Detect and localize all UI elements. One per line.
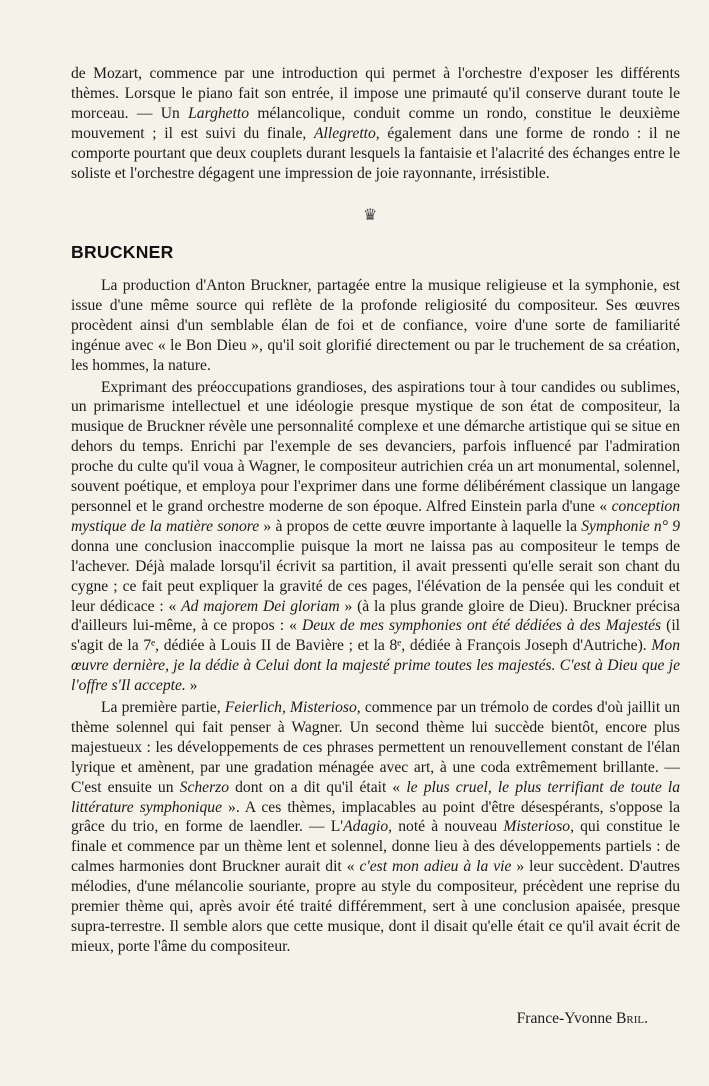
italic-run: conception mystique de la matière sonore [71, 497, 680, 535]
italic-run: Larghetto [188, 104, 250, 122]
author-first-name: France-Yvonne [516, 1010, 613, 1027]
italic-run: Feierlich, Misterioso, [224, 699, 361, 717]
italic-run: Symphonie n° 9 [581, 517, 680, 535]
section-title: BRUCKNER [71, 242, 174, 262]
italic-run: Misterioso, [503, 818, 574, 836]
paragraph-3: La première partie, Feierlich, Misterioso, commence par un trémolo de cordes d'où jaillit un thème solennel qui fait penser à Wagner. Un second thème lui succède bientôt, encore plus majestueux : les développements de ces phrases permettent un renouvellement constant de l'élan lyrique et amènent, par une gradation ménagée avec art, à une coda extrêmement brillante. — C'est ensuite un Scherzo dont on a dit qu'il était « le plus cruel, le plus terrifiant de toute la littérature symphonique ». A ces thèmes, implacables au point d'être désespérants, s'oppose la grâce du trio, en forme de laendler. — L'Adagio, noté à nouveau Misterioso, qui constitue le finale et commence par un thème lent et solennel, donne lieu à des développements partiels : de calmes harmonies dont Bruckner aurait dit « c'est mon adieu à la vie » leur succèdent. D'autres mélodies, d'une mélancolie souriante, propre au style du compositeur, précèdent une reprise du premier thème qui, après avoir été traité différemment, sert à une conclusion apaisée, presque supra-terrestre. Il semble alors que cette musique, dont il disait qu'elle était ce qu'il avait écrit de mieux, porte l'âme du compositeur. [71, 699, 681, 955]
author-signature [517, 1010, 648, 1028]
intro-text: de Mozart, commence par une introduction qui permet à l'orchestre d'exposer les différents thèmes. Lorsque le piano fait son entrée, il impose une primauté qu'il conserve durant toute le morceau. — Un Larghetto mélancolique, conduit comme un rondo, constitue le deuxième mouvement ; il est suivi du finale, Allegretto, également dans une forme de rondo : il ne comporte pourtant que deux couplets durant lesquels la fantaisie et l'alacrité des échanges entre le soliste et l'orchestre dégagent une impression de joie rayonnante, irrésistible. [71, 65, 680, 182]
italic-run: Ad majorem Dei gloriam [181, 597, 340, 615]
paragraph-2: Exprimant des préoccupations grandioses, des aspirations tour à tour candides ou sublimes, un primarisme intellectuel et une idéologie presque mystique de son état de compositeur, la musique de Bruckner révèle une personnalité complexe et une démarche artistique qui se situe en dehors du temps. Enrichi par l'exemple de ses devanciers, parfois influencé par l'admiration proche du culte qu'il voua à Wagner, le compositeur autrichien créa un art monumental, solennel, souvent poétique, et employa pour l'exprimer dans une forme délibérément classique un langage personnel et le grand orchestre moderne de son époque. Alfred Einstein parla d'une « conception mystique de la matière sonore » à propos de cette œuvre importante à laquelle la Symphonie n° 9 donna une conclusion inaccomplie puisque la mort ne laissa pas au compositeur le temps de l'achever. Déjà malade lorsqu'il écrivit sa partition, il avait pressenti qu'elle serait son chant du cygne ; ce fait peut expliquer la gravité de ces pages, l'élévation de la pensée qui les conduit et leur dédicace : « Ad majorem Dei gloriam » (à la plus grande gloire de Dieu). Bruckner précisa d'ailleurs lui-même, à ce propos : « Deux de mes symphonies ont été dédiées à des Majestés (il s'agit de la 7ᵉ, dédiée à Louis II de Bavière ; et la 8ᵉ, dédiée à François Joseph d'Autriche). Mon œuvre dernière, je la dédie à Celui dont la majesté prime toutes les majestés. C'est à Dieu que je l'offre s'Il accepte. » [71, 378, 681, 695]
italic-run: Adagio, [343, 818, 393, 836]
ornament-icon: ♛ [363, 207, 378, 224]
intro-paragraph [71, 64, 680, 183]
italic-run: Scherzo [179, 778, 230, 796]
author-last-name: Bril. [615, 1010, 648, 1027]
italic-run: Mon œuvre dernière, je la dédie à Celui dont la majesté prime toutes les majestés. C'est à Dieu que je l'offre s'Il accepte. [71, 637, 680, 695]
italic-run: Allegretto, [314, 124, 380, 142]
italic-run: Deux de mes symphonies ont été dédiées à des Majestés [301, 617, 662, 635]
section-body [71, 276, 680, 957]
paragraph-1: La production d'Anton Bruckner, partagée entre la musique religieuse et la symphonie, est issue d'une même source qui reflète de la profonde religiosité du compositeur. Ses œuvres procèdent ainsi d'un semblable élan de foi et de confiance, voire d'une sorte de familiarité ingénue avec « le Bon Dieu », qu'il soit glorifié directement ou par le truchement de sa création, les hommes, la nature. [71, 277, 680, 374]
italic-run: c'est mon adieu à la vie [359, 858, 512, 876]
italic-run: le plus cruel, le plus terrifiant de toute la littérature symphonique [71, 778, 681, 816]
